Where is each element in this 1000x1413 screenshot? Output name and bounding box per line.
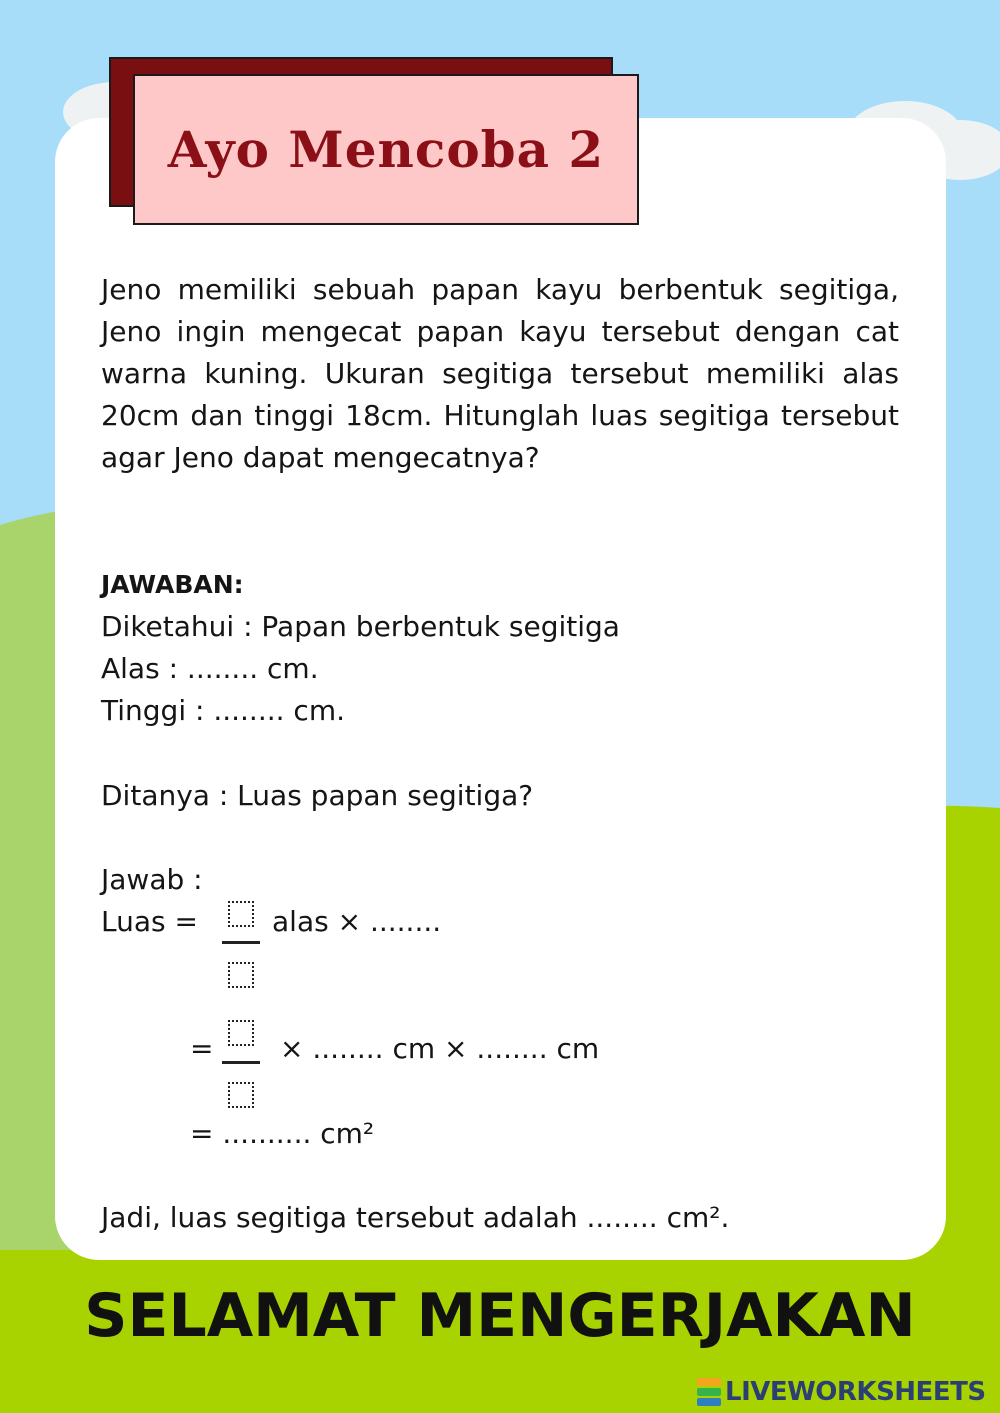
numerator-input-2[interactable] (228, 1020, 254, 1046)
denominator-input-2[interactable] (228, 1082, 254, 1108)
step2-equals: = (190, 1032, 214, 1065)
brand-badge[interactable] (697, 1376, 986, 1408)
numerator-input-1[interactable] (228, 901, 254, 927)
step3-line: = .......... cm² (190, 1117, 375, 1150)
fraction-bar-1 (222, 941, 260, 944)
height-line: Tinggi : ........ cm. (101, 694, 346, 727)
step2-rest: × ........ cm × ........ cm (280, 1032, 600, 1065)
answer-heading: JAWABAN: (101, 570, 244, 599)
brand-text: LIVEWORKSHEETS (725, 1377, 986, 1407)
title-box (133, 74, 639, 225)
denominator-input-1[interactable] (228, 962, 254, 988)
asked-line: Ditanya : Luas papan segitiga? (101, 779, 534, 812)
answer-label: Jawab : (101, 863, 203, 896)
fraction-bar-2 (222, 1061, 260, 1064)
problem-text: Jeno memiliki sebuah papan kayu berbentuk segitiga, Jeno ingin mengecat papan kayu tersebut dengan cat warna kuning. Ukuran segitiga tersebut memiliki alas 20cm dan tinggi 18cm. Hitunglah luas segitiga tersebut agar Jeno dapat mengecatnya? (101, 273, 899, 474)
area-label: Luas = (101, 905, 198, 938)
step1-rest: alas × ........ (272, 905, 442, 938)
liveworksheets-logo-icon (697, 1378, 721, 1406)
footer-banner: SELAMAT MENGERJAKAN (84, 1281, 916, 1351)
base-line: Alas : ........ cm. (101, 652, 319, 685)
page-title: Ayo Mencoba 2 (167, 120, 605, 179)
known-line: Diketahui : Papan berbentuk segitiga (101, 610, 620, 643)
conclusion-line: Jadi, luas segitiga tersebut adalah ........ cm². (101, 1201, 730, 1234)
